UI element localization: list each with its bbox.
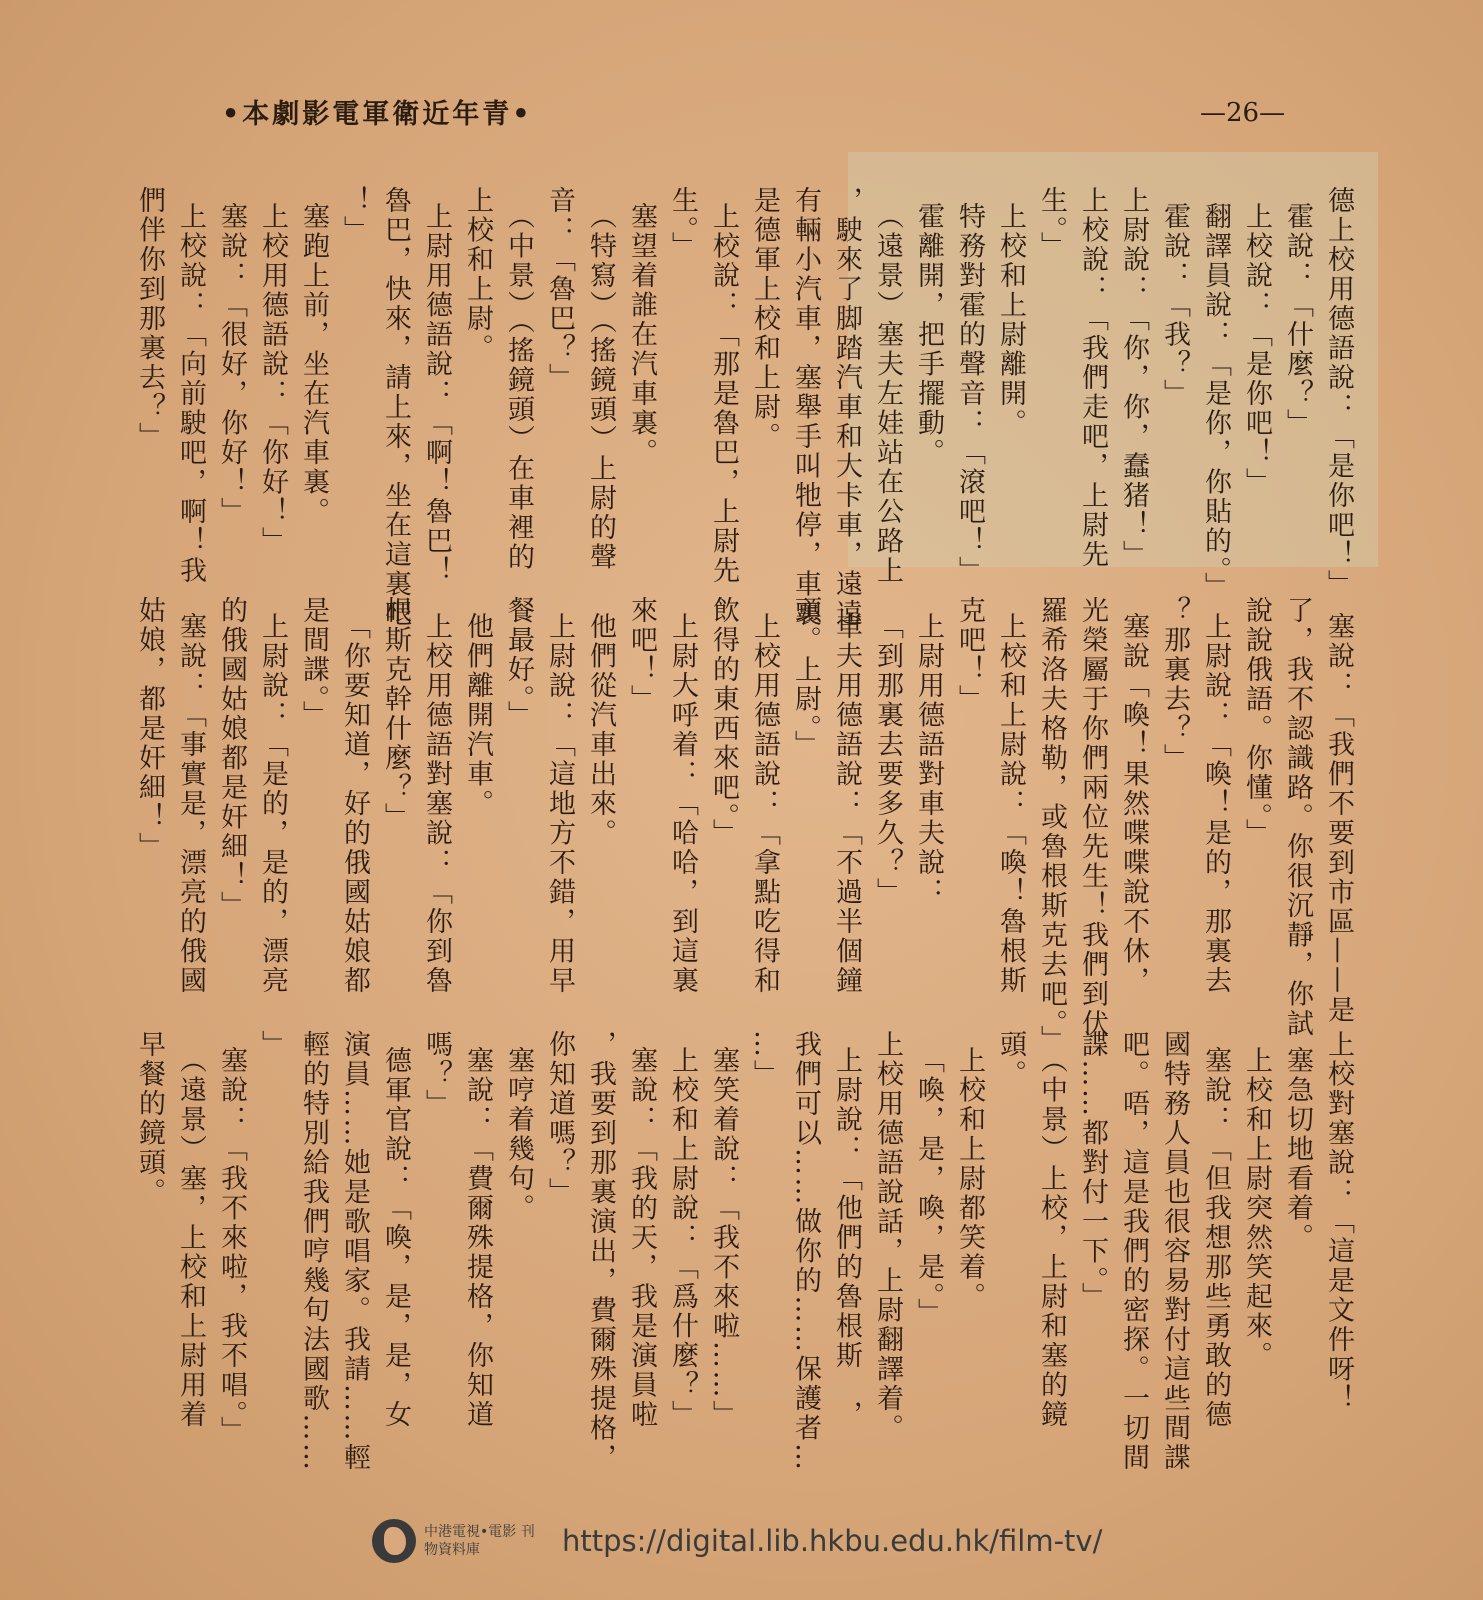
text-column: 他們從汽車出來。 xyxy=(585,612,616,848)
source-url[interactable]: https://digital.lib.hkbu.edu.hk/film-tv/ xyxy=(562,1524,1103,1558)
text-column: 霍說：「什麼？」 xyxy=(1282,202,1313,438)
text-column: 音：「魯巴？」 xyxy=(544,186,575,393)
text-column: 「喚，是，喚，是。」 xyxy=(913,1046,944,1328)
text-column: 上校用德語說：「拿點吃得和 xyxy=(749,612,780,996)
text-column: ！」 xyxy=(339,186,370,245)
text-column: 國特務人員也很容易對付這些間諜 xyxy=(1159,1030,1190,1473)
text-column: 德上校用德語說：「是你吧！」 xyxy=(1323,186,1354,599)
text-column: 上校和上尉說：「爲什麼？」 xyxy=(667,1046,698,1430)
text-column: 上校說：「我們走吧，上尉先 xyxy=(1077,186,1108,570)
archive-logo-icon xyxy=(372,1519,416,1563)
text-column: 來吧！」 xyxy=(626,596,657,714)
text-column: 頭。上尉。」 xyxy=(790,596,821,760)
text-column: 上尉說：「是的，是的，漂亮 xyxy=(257,612,288,996)
text-column: 德軍官說：「喚，是，是，女 xyxy=(380,1046,411,1430)
text-column: 塞說：「費爾殊提格，你知道 xyxy=(462,1046,493,1430)
text-column: 霍離開，把手擺動。 xyxy=(913,202,944,468)
text-column: 上校和上尉都笑着。 xyxy=(954,1046,985,1312)
text-column: 他們離開汽車。 xyxy=(462,612,493,819)
text-column: 塞笑着說：「我不來啦……」 xyxy=(708,1046,739,1430)
running-header: •本劇影電軍衛近年青• xyxy=(222,99,533,130)
text-column: 嗎？」 xyxy=(421,1030,452,1119)
text-column: 上校對塞說：「這是文件呀！ xyxy=(1323,1030,1354,1414)
text-column: 塞跑上前，坐在汽車裏。 xyxy=(298,202,329,527)
text-column: 上尉說：「他們的魯根斯 ， xyxy=(831,1046,862,1430)
text-column: 的俄國姑娘都是奸細！」 xyxy=(216,596,247,921)
text-column: 上校說：「那是魯巴，上尉先 xyxy=(708,202,739,586)
text-column: 特務對霍的聲音：「滾吧！」 xyxy=(954,202,985,586)
text-column: …」 xyxy=(749,1030,780,1089)
text-column: 吧。唔，這是我們的密探。一切間 xyxy=(1118,1030,1149,1473)
text-column: 」 xyxy=(257,1030,288,1060)
text-column: 生。」 xyxy=(1036,186,1067,261)
text-column: 塞說「喚！果然喋喋說不休， xyxy=(1118,612,1149,996)
text-column: 了，我不認識路。你很沉靜，你試 xyxy=(1282,596,1313,1039)
page-number: —26— xyxy=(1200,98,1286,128)
text-column: 輕的特別給我們哼幾句法國歌…… xyxy=(298,1030,329,1473)
text-column: ，我要到那裏演出，費爾殊提格， xyxy=(585,1030,616,1473)
text-column: （遠景）塞，上校和上尉用着 xyxy=(175,1046,206,1430)
text-column: 頭。 xyxy=(995,1030,1026,1089)
text-column: 塞說：「我不來啦，我不唱。」 xyxy=(216,1046,247,1446)
text-column: 諜……都對付一下。」 xyxy=(1077,1030,1108,1312)
text-column: 上校和上尉。 xyxy=(462,186,493,363)
text-column: 上校和上尉說：「喚！魯根斯 xyxy=(995,612,1026,996)
text-column: 羅希洛夫格勒，或魯根斯克去吧。」 xyxy=(1036,596,1067,1055)
archive-logo-text: 中港電視•電影 刊物資料庫 xyxy=(424,1524,535,1558)
text-column: （特寫）（搖鏡頭）上尉的聲 xyxy=(585,202,616,572)
text-column: （中景）上校，上尉和塞的鏡 xyxy=(1036,1046,1067,1430)
text-column: 飲得的東西來吧。」 xyxy=(708,596,739,848)
text-column: 你知道嗎？」 xyxy=(544,1030,575,1207)
text-column: 上尉說：「喚！是的，那裏去 xyxy=(1200,612,1231,996)
text-column: 上校用德語對塞說：「你到魯 xyxy=(421,612,452,996)
text-column: 上校和上尉突然笑起來。 xyxy=(1241,1046,1272,1371)
text-column: 上尉用德語對車夫說： xyxy=(913,612,944,907)
text-column: 塞說：「很好，你好！」 xyxy=(216,202,247,527)
text-column: 上尉用德語說：「啊！魯巴！ xyxy=(421,202,452,586)
text-column: 是間諜。」 xyxy=(298,596,329,730)
text-column: 塞說：「但我想那些勇敢的德 xyxy=(1200,1046,1231,1430)
text-column: 塞說：「我的天，我是演員啦 xyxy=(626,1046,657,1430)
text-column: 翻譯員說：「是你，你貼的。」 xyxy=(1200,202,1231,602)
text-column: 生。」 xyxy=(667,186,698,261)
text-column: 車夫用德語說：「不過半個鐘 xyxy=(831,612,862,996)
text-column: 根斯克幹什麼？」 xyxy=(380,596,411,832)
text-column: ？那裏去？」 xyxy=(1159,596,1190,773)
text-column: 我們可以……做你的……保護者… xyxy=(790,1030,821,1473)
footer-watermark xyxy=(372,1512,1102,1570)
text-column: 是德軍上校和上尉。 xyxy=(749,186,780,452)
text-column: 餐最好。」 xyxy=(503,596,534,730)
text-column: 上校說：「是你吧！」 xyxy=(1241,202,1272,497)
text-column: ，駛來了脚踏汽車和大卡車，遠遠 xyxy=(831,186,862,629)
text-column: 魯巴，快來，請上來，坐在這裏吧 xyxy=(380,186,411,629)
text-column: 演員……她是歌唱家。我請……輕 xyxy=(339,1030,370,1473)
text-column: 塞哼着幾句。 xyxy=(503,1046,534,1223)
text-column: 早餐的鏡頭。 xyxy=(134,1030,165,1207)
text-column: 塞望着誰在汽車裏。 xyxy=(626,202,657,468)
text-column: 上校用德語說話，上尉翻譯着。 xyxy=(872,1030,903,1443)
text-column: 們伴你到那裏去？」 xyxy=(134,186,165,452)
text-column: 「你要知道，好的俄國姑娘都 xyxy=(339,612,370,996)
text-column: 光榮屬于你們兩位先生！我們到伏 xyxy=(1077,596,1108,1039)
text-column: 塞說：「事實是，漂亮的俄國 xyxy=(175,612,206,996)
text-column: 姑娘，都是奸細！」 xyxy=(134,596,165,862)
text-column: （遠景）塞夫左娃站在公路上 xyxy=(872,202,903,586)
text-column: 上尉說：「你，你，蠢猪！」 xyxy=(1118,186,1149,570)
text-column: （中景）（搖鏡頭）在車裡的 xyxy=(503,202,534,572)
text-column: 上校用德語說：「你好！」 xyxy=(257,202,288,556)
text-column: 克吧！」 xyxy=(954,596,985,714)
text-column: 上尉大呼着：「哈哈，到這裏 xyxy=(667,612,698,996)
text-column: 有輛小汽車，塞舉手叫牠停，車裏 xyxy=(790,186,821,629)
text-column: 「到那裏去要多久？」 xyxy=(872,612,903,907)
text-column: 說說俄語。你懂。」 xyxy=(1241,596,1272,848)
text-column: 霍說：「我？」 xyxy=(1159,202,1190,409)
text-column: 上尉說：「這地方不錯，用早 xyxy=(544,612,575,996)
text-column: 塞說：「我們不要到市區——是 xyxy=(1323,612,1354,1025)
text-column: 上校和上尉離開。 xyxy=(995,202,1026,438)
text-column: 上校說：「向前駛吧，啊！我 xyxy=(175,202,206,586)
text-column: 塞急切地看着。 xyxy=(1282,1046,1313,1253)
